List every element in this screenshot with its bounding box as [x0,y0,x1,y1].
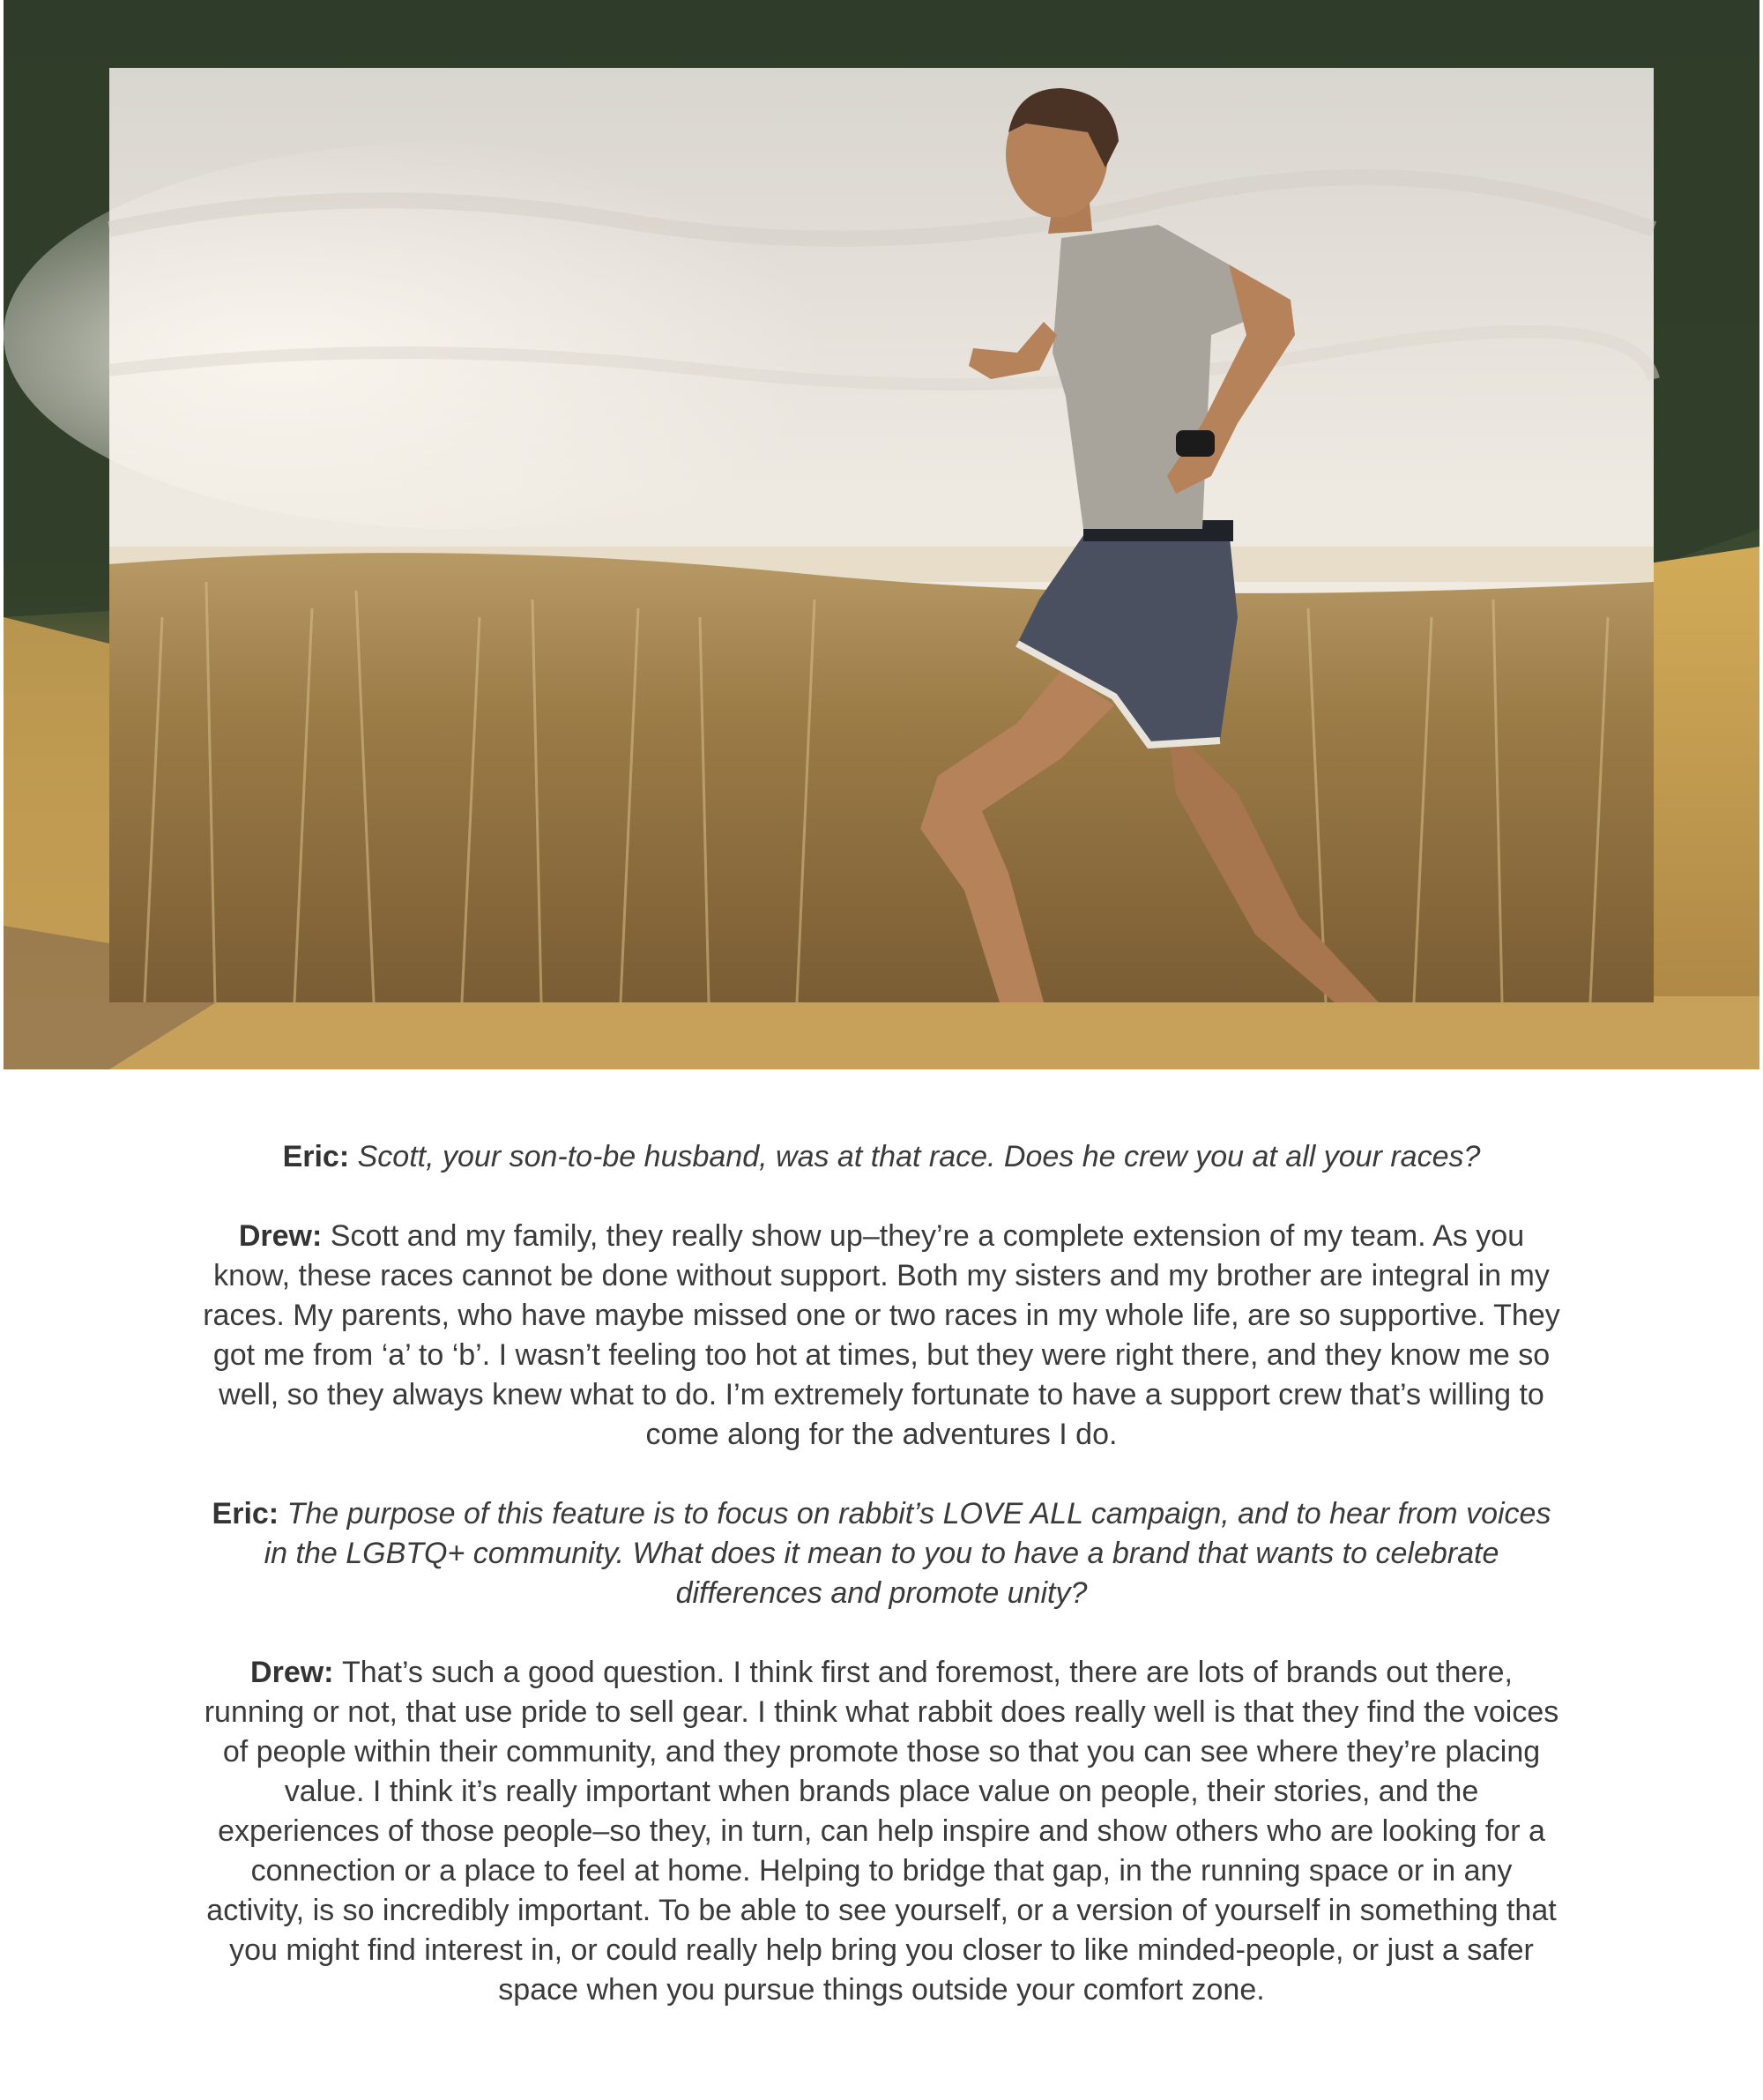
answer-text: Scott and my family, they really show up–they’re a complete extension of my team. As you know, these races cannot be done without support. Both my sisters and my brother are integral in my races. My parents, who have maybe missed one or two races in my whole life, are so supportive. They got me from ‘a’ to ‘b’. I wasn’t feeling too hot at times, but they were right there, and they know me so well, so they always knew what to do. I’m extremely fortunate to have a support crew that’s willing to come along for the adventures I do. [203,1219,1560,1451]
question-text: The purpose of this feature is to focus on rabbit’s LOVE ALL campaign, and to hear from voices in the LGBTQ+ community. What does it mean to you to have a brand that wants to celebrate differences and promote unity? [264,1497,1551,1610]
interview-answer [203,1217,1560,1455]
runner-photo [4,0,1759,1069]
question-text: Scott, your son-to-be husband, was at that race. Does he crew you at all your races? [357,1140,1481,1173]
hero-image [4,0,1759,1069]
speaker-label: Eric: [212,1497,287,1530]
speaker-label: Drew: [250,1656,342,1689]
speaker-label: Eric: [282,1140,358,1173]
interview-article [203,1137,1560,2050]
interview-answer [203,1653,1560,2010]
inner-photo [4,68,1654,1002]
answer-text: That’s such a good question. I think first and foremost, there are lots of brands out there, running or not, that use pride to sell gear. I think what rabbit does really well is that they find the voices of people within their community, and they promote those so that you can see where they’re placing value. I think it’s really important when brands place value on people, their stories, and the experiences of those people–so they, in turn, can help inspire and show others who are looking for a connection or a place to feel at home. Helping to bridge that gap, in the running space or in any activity, is so incredibly important. To be able to see yourself, or a version of yourself in something that you might find interest in, or could really help bring you closer to like minded-people, or just a safer space when you pursue things outside your comfort zone. [204,1656,1559,2007]
interview-question [203,1494,1560,1613]
interview-question [203,1137,1560,1177]
speaker-label: Drew: [238,1219,331,1253]
